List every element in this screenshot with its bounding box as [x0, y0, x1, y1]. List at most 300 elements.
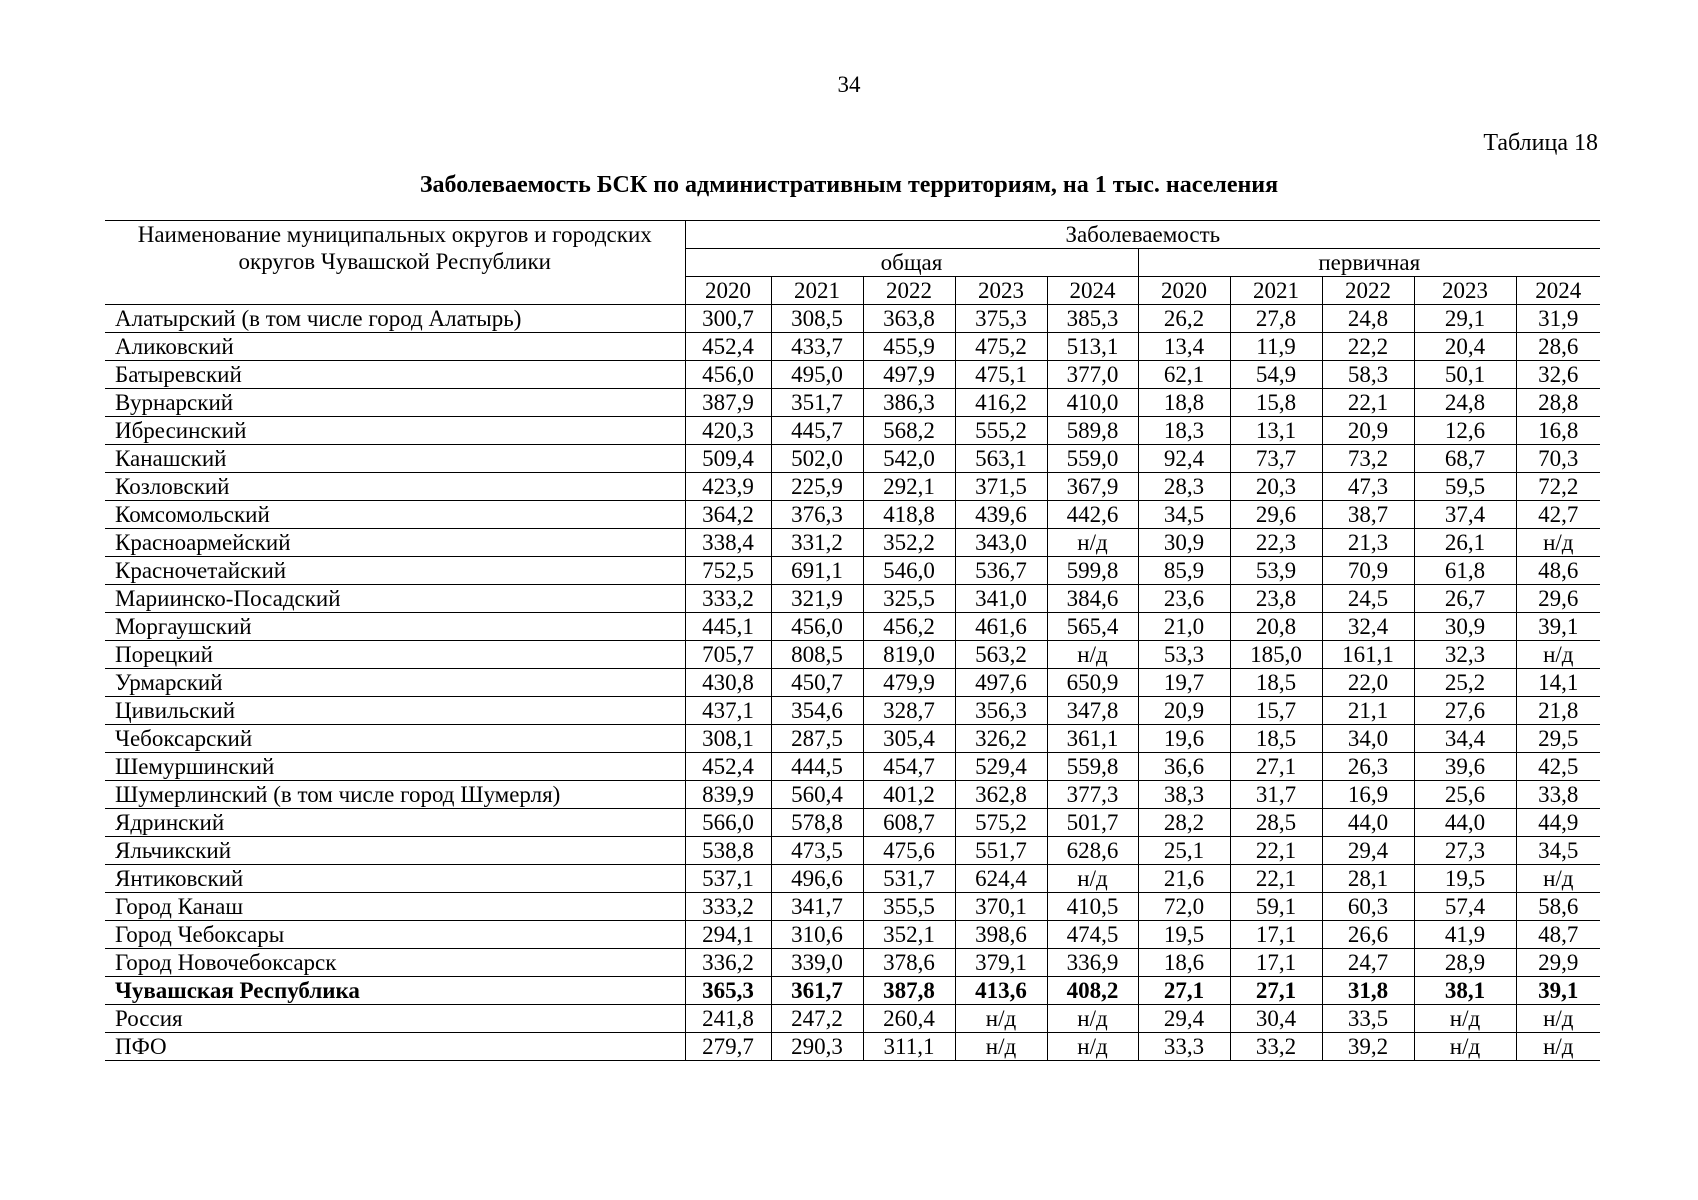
table-cell: 338,4	[685, 529, 771, 557]
table-cell: 73,7	[1230, 445, 1322, 473]
header-year: 2023	[1414, 277, 1516, 305]
table-cell: 347,8	[1047, 697, 1138, 725]
table-cell: 44,9	[1516, 809, 1600, 837]
table-cell: 691,1	[771, 557, 863, 585]
table-cell: 32,3	[1414, 641, 1516, 669]
table-row	[105, 305, 1600, 333]
table-cell: 18,5	[1230, 669, 1322, 697]
territory-name: Вурнарский	[105, 389, 685, 417]
table-cell: 433,7	[771, 333, 863, 361]
table-row	[105, 697, 1600, 725]
table-cell: 18,5	[1230, 725, 1322, 753]
table-cell: 62,1	[1138, 361, 1230, 389]
table-row	[105, 529, 1600, 557]
table-cell: 13,4	[1138, 333, 1230, 361]
table-cell: 479,9	[863, 669, 955, 697]
table-cell: 387,9	[685, 389, 771, 417]
territory-name: Ибресинский	[105, 417, 685, 445]
table-cell: 59,1	[1230, 893, 1322, 921]
table-cell: 628,6	[1047, 837, 1138, 865]
table-cell: 19,5	[1138, 921, 1230, 949]
territory-name: ПФО	[105, 1033, 685, 1061]
territory-name: Канашский	[105, 445, 685, 473]
header-year: 2022	[863, 277, 955, 305]
header-year: 2021	[771, 277, 863, 305]
table-cell: 29,1	[1414, 305, 1516, 333]
table-cell: 589,8	[1047, 417, 1138, 445]
table-cell: 331,2	[771, 529, 863, 557]
table-cell: 22,1	[1322, 389, 1414, 417]
table-cell: 325,5	[863, 585, 955, 613]
table-cell: 356,3	[955, 697, 1047, 725]
table-cell: 18,8	[1138, 389, 1230, 417]
table-cell: 19,6	[1138, 725, 1230, 753]
table-cell: 20,9	[1322, 417, 1414, 445]
table-cell: 496,6	[771, 865, 863, 893]
table-row	[105, 725, 1600, 753]
table-cell: 328,7	[863, 697, 955, 725]
table-cell: 29,5	[1516, 725, 1600, 753]
table-cell: 28,3	[1138, 473, 1230, 501]
table-cell: 563,2	[955, 641, 1047, 669]
table-cell: 300,7	[685, 305, 771, 333]
table-cell: 452,4	[685, 333, 771, 361]
table-cell: 456,2	[863, 613, 955, 641]
table-cell: 29,6	[1230, 501, 1322, 529]
table-cell: 50,1	[1414, 361, 1516, 389]
territory-name: Россия	[105, 1005, 685, 1033]
table-cell: 326,2	[955, 725, 1047, 753]
table-cell: 19,5	[1414, 865, 1516, 893]
table-cell: 20,8	[1230, 613, 1322, 641]
table-cell: 351,7	[771, 389, 863, 417]
table-cell: 260,4	[863, 1005, 955, 1033]
table-row	[105, 753, 1600, 781]
table-cell: 28,2	[1138, 809, 1230, 837]
table-cell: 38,7	[1322, 501, 1414, 529]
table-cell: 31,7	[1230, 781, 1322, 809]
table-cell: 27,1	[1138, 977, 1230, 1005]
table-cell: 39,6	[1414, 753, 1516, 781]
table-cell: 413,6	[955, 977, 1047, 1005]
table-cell: 387,8	[863, 977, 955, 1005]
table-cell: 333,2	[685, 893, 771, 921]
table-cell: 37,4	[1414, 501, 1516, 529]
table-cell: 29,4	[1138, 1005, 1230, 1033]
table-cell: 53,3	[1138, 641, 1230, 669]
table-cell: 25,2	[1414, 669, 1516, 697]
table-cell: 546,0	[863, 557, 955, 585]
territory-name: Моргаушский	[105, 613, 685, 641]
table-cell: 371,5	[955, 473, 1047, 501]
table-row	[105, 837, 1600, 865]
table-cell: 70,9	[1322, 557, 1414, 585]
table-cell: 12,6	[1414, 417, 1516, 445]
table-cell: 375,3	[955, 305, 1047, 333]
territory-name: Янтиковский	[105, 865, 685, 893]
table-cell: 376,3	[771, 501, 863, 529]
table-cell: 30,9	[1414, 613, 1516, 641]
table-cell: 442,6	[1047, 501, 1138, 529]
table-cell: 551,7	[955, 837, 1047, 865]
table-row	[105, 389, 1600, 417]
table-cell: 343,0	[955, 529, 1047, 557]
table-cell: 48,7	[1516, 921, 1600, 949]
table-cell: 475,2	[955, 333, 1047, 361]
table-cell: 367,9	[1047, 473, 1138, 501]
table-cell: 566,0	[685, 809, 771, 837]
table-row	[105, 557, 1600, 585]
table-cell: 536,7	[955, 557, 1047, 585]
table-cell: 85,9	[1138, 557, 1230, 585]
table-cell: 474,5	[1047, 921, 1138, 949]
table-cell: 290,3	[771, 1033, 863, 1061]
table-body	[105, 305, 1600, 1061]
table-cell: 24,7	[1322, 949, 1414, 977]
table-cell: н/д	[1516, 529, 1600, 557]
table-cell: 418,8	[863, 501, 955, 529]
header-year: 2020	[685, 277, 771, 305]
table-cell: н/д	[1516, 1033, 1600, 1061]
table-cell: 27,1	[1230, 977, 1322, 1005]
table-cell: н/д	[1047, 1033, 1138, 1061]
table-cell: 34,4	[1414, 725, 1516, 753]
table-cell: 370,1	[955, 893, 1047, 921]
table-row	[105, 1005, 1600, 1033]
table-cell: 34,5	[1138, 501, 1230, 529]
table-cell: н/д	[1047, 641, 1138, 669]
table-cell: 27,8	[1230, 305, 1322, 333]
table-cell: 31,9	[1516, 305, 1600, 333]
table-cell: 68,7	[1414, 445, 1516, 473]
table-cell: 22,1	[1230, 837, 1322, 865]
table-cell: н/д	[1047, 1005, 1138, 1033]
table-cell: 34,5	[1516, 837, 1600, 865]
table-cell: 305,4	[863, 725, 955, 753]
table-cell: 61,8	[1414, 557, 1516, 585]
table-cell: н/д	[1047, 529, 1138, 557]
table-cell: 555,2	[955, 417, 1047, 445]
table-row	[105, 893, 1600, 921]
table-cell: 473,5	[771, 837, 863, 865]
table-cell: 437,1	[685, 697, 771, 725]
table-cell: 321,9	[771, 585, 863, 613]
table-cell: 495,0	[771, 361, 863, 389]
table-cell: 39,1	[1516, 977, 1600, 1005]
table-cell: 559,0	[1047, 445, 1138, 473]
table-cell: 20,3	[1230, 473, 1322, 501]
table-cell: 23,8	[1230, 585, 1322, 613]
table-title: Заболеваемость БСК по административным территориям, на 1 тыс. населения	[419, 172, 1279, 198]
table-cell: 38,3	[1138, 781, 1230, 809]
table-cell: 608,7	[863, 809, 955, 837]
table-cell: 11,9	[1230, 333, 1322, 361]
table-cell: 529,4	[955, 753, 1047, 781]
table-cell: 311,1	[863, 1033, 955, 1061]
table-cell: 16,8	[1516, 417, 1600, 445]
table-cell: 352,1	[863, 921, 955, 949]
table-row	[105, 473, 1600, 501]
table-cell: 42,5	[1516, 753, 1600, 781]
table-cell: 92,4	[1138, 445, 1230, 473]
territory-name: Порецкий	[105, 641, 685, 669]
table-label: Таблица 18	[1483, 130, 1598, 156]
table-cell: 33,3	[1138, 1033, 1230, 1061]
territory-name: Комсомольский	[105, 501, 685, 529]
table-cell: 21,0	[1138, 613, 1230, 641]
territory-name: Урмарский	[105, 669, 685, 697]
table-row	[105, 1033, 1600, 1061]
territory-name: Аликовский	[105, 333, 685, 361]
territory-name: Алатырский (в том числе город Алатырь)	[105, 305, 685, 333]
table-cell: 575,2	[955, 809, 1047, 837]
table-cell: 705,7	[685, 641, 771, 669]
table-cell: 599,8	[1047, 557, 1138, 585]
table-cell: 58,6	[1516, 893, 1600, 921]
table-cell: 27,3	[1414, 837, 1516, 865]
header-primary: первичная	[1138, 249, 1600, 277]
table-cell: 497,9	[863, 361, 955, 389]
table-cell: 44,0	[1322, 809, 1414, 837]
table-cell: 59,5	[1414, 473, 1516, 501]
header-incidence: Заболеваемость	[685, 221, 1600, 249]
table-cell: 333,2	[685, 585, 771, 613]
table-cell: 287,5	[771, 725, 863, 753]
table-cell: 542,0	[863, 445, 955, 473]
table-cell: 26,1	[1414, 529, 1516, 557]
table-cell: 29,6	[1516, 585, 1600, 613]
table-cell: 44,0	[1414, 809, 1516, 837]
table-cell: 502,0	[771, 445, 863, 473]
table-cell: 454,7	[863, 753, 955, 781]
table-cell: 28,5	[1230, 809, 1322, 837]
header-year: 2021	[1230, 277, 1322, 305]
table-cell: 362,8	[955, 781, 1047, 809]
table-cell: 430,8	[685, 669, 771, 697]
table-cell: 13,1	[1230, 417, 1322, 445]
table-cell: 377,3	[1047, 781, 1138, 809]
table-cell: 29,4	[1322, 837, 1414, 865]
table-row	[105, 641, 1600, 669]
table-cell: 20,4	[1414, 333, 1516, 361]
table-cell: 22,2	[1322, 333, 1414, 361]
table-cell: 21,6	[1138, 865, 1230, 893]
table-cell: 292,1	[863, 473, 955, 501]
table-cell: 28,9	[1414, 949, 1516, 977]
territory-name: Яльчикский	[105, 837, 685, 865]
incidence-table	[105, 220, 1600, 1061]
table-cell: 28,6	[1516, 333, 1600, 361]
table-cell: 363,8	[863, 305, 955, 333]
table-cell: 531,7	[863, 865, 955, 893]
page-number: 34	[837, 72, 861, 97]
header-name: Наименование муниципальных округов и городских округов Чувашской Республики	[105, 221, 685, 305]
table-cell: 624,4	[955, 865, 1047, 893]
table-row	[105, 809, 1600, 837]
table-cell: 444,5	[771, 753, 863, 781]
table-cell: 416,2	[955, 389, 1047, 417]
table-cell: 25,6	[1414, 781, 1516, 809]
table-cell: 339,0	[771, 949, 863, 977]
table-cell: 36,6	[1138, 753, 1230, 781]
table-cell: 341,7	[771, 893, 863, 921]
header-year: 2020	[1138, 277, 1230, 305]
table-cell: 54,9	[1230, 361, 1322, 389]
table-cell: 17,1	[1230, 921, 1322, 949]
table-cell: 58,3	[1322, 361, 1414, 389]
table-cell: н/д	[955, 1005, 1047, 1033]
table-cell: 32,6	[1516, 361, 1600, 389]
table-row	[105, 445, 1600, 473]
table-cell: 378,6	[863, 949, 955, 977]
table-cell: 559,8	[1047, 753, 1138, 781]
table-cell: 398,6	[955, 921, 1047, 949]
header-year: 2024	[1047, 277, 1138, 305]
table-cell: н/д	[1047, 865, 1138, 893]
territory-name: Батыревский	[105, 361, 685, 389]
header-total: общая	[685, 249, 1138, 277]
territory-name: Шемуршинский	[105, 753, 685, 781]
table-cell: 241,8	[685, 1005, 771, 1033]
territory-name: Красноармейский	[105, 529, 685, 557]
table-cell: 22,3	[1230, 529, 1322, 557]
table-cell: 30,4	[1230, 1005, 1322, 1033]
table-cell: 497,6	[955, 669, 1047, 697]
table-cell: 16,9	[1322, 781, 1414, 809]
table-cell: 26,3	[1322, 753, 1414, 781]
table-cell: 560,4	[771, 781, 863, 809]
table-cell: 23,6	[1138, 585, 1230, 613]
table-cell: 31,8	[1322, 977, 1414, 1005]
table-cell: 279,7	[685, 1033, 771, 1061]
table-cell: 336,9	[1047, 949, 1138, 977]
table-cell: 161,1	[1322, 641, 1414, 669]
table-cell: 30,9	[1138, 529, 1230, 557]
table-cell: 364,2	[685, 501, 771, 529]
table-cell: 294,1	[685, 921, 771, 949]
table-cell: 73,2	[1322, 445, 1414, 473]
header-year: 2024	[1516, 277, 1600, 305]
table-cell: 39,1	[1516, 613, 1600, 641]
table-cell: 377,0	[1047, 361, 1138, 389]
table-cell: 384,6	[1047, 585, 1138, 613]
table-cell: 420,3	[685, 417, 771, 445]
table-cell: 361,7	[771, 977, 863, 1005]
table-cell: 461,6	[955, 613, 1047, 641]
table-cell: 752,5	[685, 557, 771, 585]
table-row	[105, 949, 1600, 977]
table-cell: 14,1	[1516, 669, 1600, 697]
table-cell: 247,2	[771, 1005, 863, 1033]
table-row	[105, 613, 1600, 641]
table-cell: н/д	[955, 1033, 1047, 1061]
table-cell: н/д	[1516, 1005, 1600, 1033]
table-cell: 47,3	[1322, 473, 1414, 501]
territory-name: Город Чебоксары	[105, 921, 685, 949]
table-row	[105, 865, 1600, 893]
table-cell: 185,0	[1230, 641, 1322, 669]
table-row	[105, 781, 1600, 809]
table-cell: 72,0	[1138, 893, 1230, 921]
table-cell: 365,3	[685, 977, 771, 1005]
table-cell: 808,5	[771, 641, 863, 669]
header-year: 2022	[1322, 277, 1414, 305]
table-cell: н/д	[1516, 865, 1600, 893]
table-row	[105, 417, 1600, 445]
territory-name: Чувашская Республика	[105, 977, 685, 1005]
table-cell: 18,6	[1138, 949, 1230, 977]
table-cell: 819,0	[863, 641, 955, 669]
table-cell: 509,4	[685, 445, 771, 473]
table-cell: 563,1	[955, 445, 1047, 473]
table-cell: 475,1	[955, 361, 1047, 389]
table-cell: 410,5	[1047, 893, 1138, 921]
table-cell: 27,1	[1230, 753, 1322, 781]
table-cell: 537,1	[685, 865, 771, 893]
territory-name: Мариинско-Посадский	[105, 585, 685, 613]
table-cell: 26,7	[1414, 585, 1516, 613]
table-cell: 455,9	[863, 333, 955, 361]
table-row	[105, 669, 1600, 697]
header-year: 2023	[955, 277, 1047, 305]
table-cell: 456,0	[685, 361, 771, 389]
table-cell: 445,7	[771, 417, 863, 445]
table-cell: 41,9	[1414, 921, 1516, 949]
table-cell: 28,1	[1322, 865, 1414, 893]
table-cell: 34,0	[1322, 725, 1414, 753]
table-cell: 308,1	[685, 725, 771, 753]
table-cell: 17,1	[1230, 949, 1322, 977]
table-cell: н/д	[1516, 641, 1600, 669]
table-row	[105, 333, 1600, 361]
table-cell: 423,9	[685, 473, 771, 501]
table-cell: 310,6	[771, 921, 863, 949]
table-cell: 355,5	[863, 893, 955, 921]
table-row	[105, 585, 1600, 613]
table-cell: 308,5	[771, 305, 863, 333]
table-cell: 19,7	[1138, 669, 1230, 697]
table-cell: 24,8	[1414, 389, 1516, 417]
table-cell: 39,2	[1322, 1033, 1414, 1061]
table-cell: 32,4	[1322, 613, 1414, 641]
territory-name: Шумерлинский (в том числе город Шумерля)	[105, 781, 685, 809]
table-cell: 513,1	[1047, 333, 1138, 361]
table-cell: 24,5	[1322, 585, 1414, 613]
table-cell: 452,4	[685, 753, 771, 781]
table-cell: 28,8	[1516, 389, 1600, 417]
table-cell: 341,0	[955, 585, 1047, 613]
table-cell: 27,6	[1414, 697, 1516, 725]
table-row	[105, 501, 1600, 529]
table-cell: 456,0	[771, 613, 863, 641]
table-cell: 450,7	[771, 669, 863, 697]
table-cell: 20,9	[1138, 697, 1230, 725]
territory-name: Козловский	[105, 473, 685, 501]
table-cell: 225,9	[771, 473, 863, 501]
table-cell: 386,3	[863, 389, 955, 417]
territory-name: Город Новочебоксарск	[105, 949, 685, 977]
territory-name: Цивильский	[105, 697, 685, 725]
table-cell: 385,3	[1047, 305, 1138, 333]
table-cell: 445,1	[685, 613, 771, 641]
table-cell: 352,2	[863, 529, 955, 557]
table-cell: 38,1	[1414, 977, 1516, 1005]
table-cell: 21,8	[1516, 697, 1600, 725]
table-cell: 568,2	[863, 417, 955, 445]
table-cell: 475,6	[863, 837, 955, 865]
table-cell: 25,1	[1138, 837, 1230, 865]
table-cell: 439,6	[955, 501, 1047, 529]
